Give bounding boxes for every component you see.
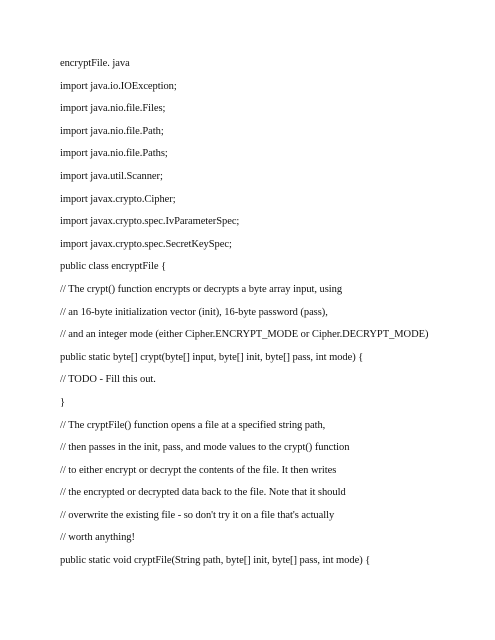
code-line: public static byte[] crypt(byte[] input, byte[] init, byte[] pass, int mode) { <box>60 351 364 363</box>
code-comment: // worth anything! <box>60 532 135 544</box>
code-listing <box>60 57 490 577</box>
code-line: import java.nio.file.Path; <box>60 125 164 137</box>
code-line: public static void cryptFile(String path, byte[] init, byte[] pass, int mode) { <box>60 555 371 567</box>
code-comment: // the encrypted or decrypted data back to the file. Note that it should <box>60 487 346 499</box>
code-line: import javax.crypto.spec.IvParameterSpec; <box>60 216 240 228</box>
code-comment: // TODO - Fill this out. <box>60 374 156 386</box>
document-title: encryptFile. java <box>60 58 130 69</box>
code-comment: // The crypt() function encrypts or decrypts a byte array input, using <box>60 283 343 295</box>
code-comment: // The cryptFile() function opens a file at a specified string path, <box>60 419 326 431</box>
code-comment: // an 16-byte initialization vector (init), 16-byte password (pass), <box>60 306 328 318</box>
code-line: } <box>60 396 65 408</box>
code-line: import java.util.Scanner; <box>60 170 163 182</box>
code-line: import javax.crypto.spec.SecretKeySpec; <box>60 238 232 250</box>
code-line: public class encryptFile { <box>60 261 167 273</box>
code-comment: // then passes in the init, pass, and mode values to the crypt() function <box>60 442 350 454</box>
code-comment: // overwrite the existing file - so don't try it on a file that's actually <box>60 509 335 521</box>
code-comment: // to either encrypt or decrypt the contents of the file. It then writes <box>60 464 337 476</box>
code-line: import java.nio.file.Paths; <box>60 148 168 160</box>
code-comment: // and an integer mode (either Cipher.ENCRYPT_MODE or Cipher.DECRYPT_MODE) <box>60 329 429 341</box>
code-line: import javax.crypto.Cipher; <box>60 193 176 205</box>
code-line: import java.nio.file.Files; <box>60 103 166 115</box>
code-line: import java.io.IOException; <box>60 80 177 92</box>
